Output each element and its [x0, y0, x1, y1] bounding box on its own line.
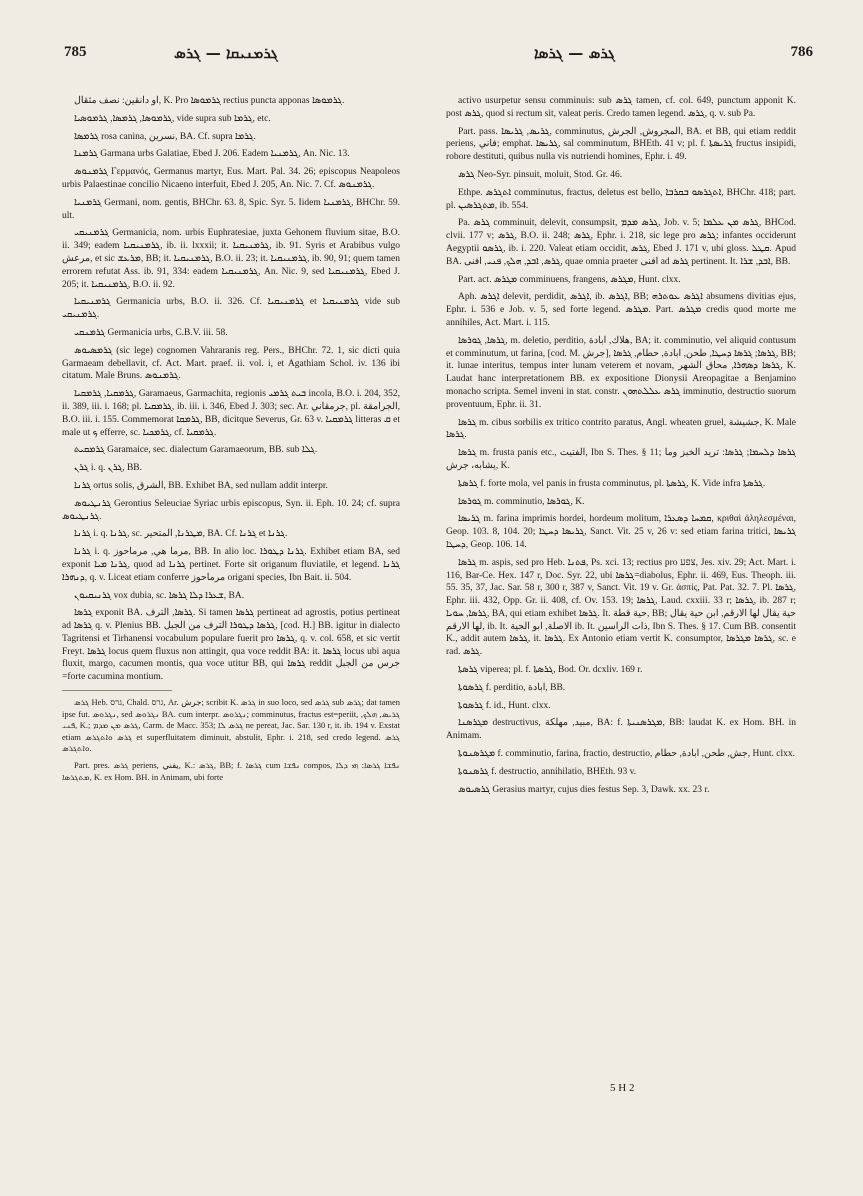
left-entry: ܓܪܢܐ ortus solis, الشرق, BB. Exhibet BA, sed nullam addit interpr.: [74, 480, 328, 491]
left-entry: ܓܪܣܐ exponit BA. ܓܪܣܐ, الترف. Si tamen ܓܪܣܐ pertineat ad agrostis, potius pertineat ad ܓܪܣܐ q. v. Plenius BB. ܓܪܣܐ ܕܛܘܪܐ الترف من الجبل, [cod. H.] BB. igitur in dialecto Tagritensi et Tirhanensi vocabulum populare fuerit pro ܓܪܣܐ, q. v. col. 658, et sic vertit Freyt. ܓܪܣܐ locus quem fluxus non attingit, qua voce reddit BA: it. ܓܪܣܐ locus ubi aqua fluxit, margo, cacumen montis, qua voce utitur BB, qui ܓܪܣܐ reddit جرس من الجبل =forte cacumina montium.: [62, 608, 400, 683]
left-entry: ܓܪܡܢܝܐ Germani, nom. gentis, BHChr. 63. 8, Spic. Syr. 5. Iidem ܓܪܡܢܝܐ, BHChr. 59. ult.: [62, 197, 400, 221]
right-entry: ܓܪܣܐ m. cibus sorbilis ex tritico contrito paratus, Angl. wheaten gruel, جشيشة, K. Male ܓܪܣܐ.: [446, 417, 796, 441]
right-entry: ܓܪܣܢܘܬܐ f. destructio, annihilatio, BHEth. 93 v.: [458, 766, 637, 777]
column-divider: [62, 690, 172, 691]
right-entry: ܓܘܪܣܐ m. comminutio, ܓܘܪܣܐ, K.: [458, 496, 585, 507]
right-entry: ܓܪܣܝܘܣ Gerasius martyr, cujus dies festus Sep. 3, Dawk. xx. 23 r.: [458, 784, 710, 795]
right-entry: ܡܓܪܣܢܐ destructivus, مبيد, مهلكة, BA: f. ܡܓܪܣܢܝܬܐ, BB: laudat K. ex Hom. BH. in Animam.: [446, 718, 796, 742]
left-entry: ܓܪܡܢܝܩܝܐ Germanicia urbs, B.O. ii. 326. Cf. ܓܪܡܢܝܩܝܐ et ܓܪܡܢܝܩܝܐ vide sub ܓܪܡܢܝܩܝ.: [62, 297, 400, 321]
left-entry: ܓܪܡܘܣܐ, ܓܪܡܣܐ, ܓܪܡܘܣܝܐ, vide supra sub ܓܪܡܐ, etc.: [74, 113, 271, 124]
left-page-number: 785: [64, 44, 87, 60]
left-entry: او دانقين: نصف مثقال, K. Pro ܓܪܡܘܣܐ rectius puncta apponas ܓܪܡܘܣܐ.: [74, 96, 345, 106]
page-header: [64, 44, 813, 72]
signature-mark: 5 H 2: [610, 1082, 635, 1094]
right-entry: ܓܪܣܘܬܐ f. id., Hunt. clxx.: [458, 700, 551, 711]
right-entry: ܓܪܣܐ, ܓܘܪܣܐ, m. deletio, perditio, هلاك, ابادة, BA; it. comminutio, vel aliquid contusum et comminutum, ut farina, [cod. M. جرش], ܓܪܣܐ; ܓܪܣܐ ܕܚܛܐ, طحن, ابادة, حطام, ܓܪܣܐ, BB; it. lunae interitus, tempus inter lunam veterem et novam, ܓܪܣܐ ܕܣܗܪܐ, محاق الشهر, K. Laudat hanc interpretationem BB. ex expositione Dionysii Areopagitae a Benjamino monacho scripta. Semel inveni in stat. constr. ܓܪܣ ܥܠܠܬܗܘܢ imminutio, destructio suorum proventuum, Ephr. ii. 31.: [446, 335, 797, 410]
right-running-head: ܓܪܣ — ܓܪܣܐ: [534, 44, 616, 62]
right-entry: Part. pass. ܓܪܝܣ, ܓܪܝܣܐ, comminutus, المجروش, الجرش, BA. et BB, qui etiam reddit periens, فاني; emphat. ܓܪܝܣܐ, sal comminutum, BHEth. 41 v; pl. f. ܓܪܝܣܬܐ fructus insipidi, robore destituti, quibus nulla vis nutriendi homines, Ephr. i. 49.: [446, 126, 796, 163]
right-entry: ܓܪܣܬܐ viperea; pl. f. ܓܪܣܬܐ, Bod. Or. dcxliv. 169 r.: [458, 665, 643, 676]
right-entry: ܓܪܝܣܐ m. farina imprimis hordei, hordeum molitum, ܩܡܚܐ ܕܣܥܪܐ, κριθαὶ ἀληλεσμέναι, Geop. 103. 8, 104. 20; ܓܪܝܣܐ ܕܚܛܐ, Sanct. Vit. 25 v, 26 v: sed etiam farina tritici, ܓܪܝܣܐ ܕܚܛܐ, Geop. 106. 14.: [446, 514, 796, 550]
left-entry: ܓܪܡܢܐ Garmana urbs Galatiae, Ebed J. 206. Eadem ܓܪܡܢܝܐ, An. Nic. 13.: [74, 149, 350, 160]
left-running-head: ܓܪܡܢܝܩܐ — ܓܪܣ: [174, 44, 278, 62]
right-entry: ܓܪܣܬܐ f. forte mola, vel panis in frusta comminutus, pl. ܓܪܣܬܐ, K. Vide infra ܓܪܣܬܐ.: [458, 478, 766, 489]
left-entry: ܓܪܡܩܝܐ, ܓܪܡܩܝܐ, Garamaeus, Garmachita, regionis ܒܝܬ ܓܪܡܝ incola, B.O. i. 204, 352, ii. 389, iii. i. 168; pl. ܓܪܡܩܝܐ, ib. iii. i. 346, Ebed J. 303; sec. Ar. جرمقاني, pl. الجرامقة, B.O. iii. i. 155. Commemorat ܓܪܡܩܐ, BB, dicitque Severus, Gr. 63 v. ܓܪܡܩܝܐ litteras ܩ et male ut ܟ efferre, sc. ܓܪܡܟܝܐ, cf. ܓܪܡܩܝܐ.: [62, 389, 401, 438]
left-entry: ܓܪܡܣܝܘܣ (sic lege) cognomen Vahraranis reg. Pers., BHChr. 72. 1, sic dicti quia Garmaeam debellavit, cf. Act. Mart. praef. ii. vol. i, et Agathiam Schol. iv. 136 ibi citatum. Male Bruns. ܓܪܡܢܘܣ.: [62, 345, 400, 382]
right-entry: ܓܪܣܘܬܐ f. perditio, ابادة, BB.: [458, 682, 566, 693]
right-entry: ܓܪܣܐ m. aspis, sed pro Heb. ܦܬܢܐ, Ps. xci. 13; rectius pro צפע, Jes. xiv. 29; Act. Mart. i. 116, Bar-Ce. Hex. 147 r, Doc. Syr. 22, ubi ܓܪܣܐ=diabolus, Ephr. ii. 469, Eus. Theoph. iii. 55. 35, 37, Jac. Sar. 58 r, 300 r, 387 v, Sanct. Vit. 19 v. Gr. ἀσπίς, Pat. Pat. 32. 7. Pl. ܓܪܣܐ, Ephr. iii. 432, Opp. Gr. ii. 408, cf. Ov. 153. 19; ܓܪܣܐ, Laud. cxxiii. 33 r; ܓܪܣܐ, ib. 287 r; ܓܪܣܐ, ܚܘܝܐ, BA, qui etiam exhibet ܓܪܣܐ. It. حية قطة, BB; حية يقال لها الارقم, ابن حية يقال لها الارقم, ib. It. الاصلة, ابو الحية ib. It. ذات الراسين, Ibn S. Thes. § 17. Cum BB. consentit K., addit autem ܓܪܣܐ, it. ܓܪܣܐ. Ex Antonio etiam vertit K. consumptor, ܓܪܣܐ ܡܓܪܣܐ, sc. e rad. ܓܪܣ.: [446, 557, 797, 658]
right-entry: Ethpe. ܐܬܓܪܣ comminutus, fractus, deletus est bello, ܐܬܓܪܣܘ ܒܩܪܒܐ, BHChr. 418; part. pl. ܡܬܓܪܣܝܢ, ib. 554.: [446, 187, 796, 211]
left-entry: ܓܪܡܩܝܬ Garamaice, sec. dialectum Garamaeorum, BB. sub ܓܠܐ.: [74, 445, 318, 456]
left-column: [62, 95, 400, 788]
left-entry: ܓܪܢܐ i. q. مرما هي, مرماحوز, BB. In alio loc. ܓܪܢܐ ܕܛܘܪܐ. Exhibet etiam BA, sed exponit ܓܪܢܐ ܡܝܐ, quod ad ܓܪܢܐ pertinet. Forte sit origanum fluviatile, et legend. ܓܪܢܐ ܕܢܗܪܐ, q. v. Liceat etiam conferre مرماحوز origani species, Ibn Bait. ii. 504.: [62, 547, 400, 583]
left-entry: ܓܪܢ i. q. ܓܪܢ, BB.: [74, 463, 143, 474]
right-entry: ܓܪܣܐ m. frusta panis etc., الفتيت, Ibn S. Thes. § 11; ܓܪܣܐ ܕܠܚܡܐ; ܓܪܣܐ: تريد الخبز وما يشابه، جرش, K.: [446, 448, 796, 471]
right-column: [446, 95, 796, 801]
right-entry: activo usurpetur sensu comminuis: sub ܓܪܣ tamen, cf. col. 649, punctum apponit K. post ܓܪܣ, quod si rectum sit, valeat peris. Credo tamen legend. ܓܪܣ, q. v. sub Pa.: [446, 96, 796, 119]
right-entry: Aph. ܐܓܪܣ delevit, perdidit, ܐܓܪܣ, ib. ܐܓܪܣ, BB; ܐܓܪܣ ܥܘܬܪܗ absumens divitias ejus, Ephr. i. 536 e Job. v. 5, sed forte legend. ܡܓܪܣ. Part. ܡܓܪܣ credis quod morte me annihiles, Act. Mart. i. 115.: [446, 292, 796, 328]
right-entry: Pa. ܓܪܣ comminuit, delevit, consumpsit, ܓܪܣ ܡܕܡ, Job. v. 5; ܓܪܣ ܡܢ ܥܠܡܐ, BHCod. clvii. 177 v; ܓܪܣ, B.O. ii. 248; ܓܪܣ, Ephr. i. 218, sic lege pro ܓܪܣ; infantes occiderunt Aegyptii ܓܪܣܘ, ib. i. 220. Valeat etiam occidit, ܓܪܣ, Ebed J. 171 v, ubi gloss. ܩܛܠ. Apud BA. ܓܪܣ, ܐܒܕ, ܗܠܟ, ܦܢܝ, افنى, quae omnia praeter افنى ad ܓܪܣ pertinent. It. ܐܒܕ, ܫܪܐ, BB.: [446, 218, 797, 267]
left-entry: ܓܪܡܢܘܣ Γερμανός, Germanus martyr, Eus. Mart. Pal. 34. 26; episcopus Neapoleos urbis Palaestinae concilio Nicaeno interfuit, Ebed J. 205, An. Nic. 7. Cf. ܓܪܡܢܘܣ.: [62, 167, 400, 190]
left-entry: ܓܪܡܣܐ rosa canina, نسرين, BA. Cf. supra ܓܪܡܐ.: [74, 131, 256, 142]
right-entry: ܓܪܣ Neo-Syr. pinsuit, moluit, Stod. Gr. 46.: [458, 169, 623, 180]
left-entry: ܓܪܢܝܩܝܘܢ vox dubia, sc. ܫܥܪܐ ܕܠܐ ܓܪܣܐ, BA.: [74, 590, 245, 601]
right-entry: ܡܓܪܣܢܘܬܐ f. comminutio, farina, fractio, destructio, جش, طحن, ابادة, حطام, Hunt. clxx.: [458, 749, 795, 760]
left-footnote-entry: ܓܪܣ Heb. גרס, Chald. גרס, Ar. جرش; scribit K. ܓܪܣ in suo loco, sed ܓܪܣ sub ܓܪܣ; dat tamen ipse fut. ܢܓܪܘܣ, sed ܢܓܪܘܣ BA. cum interpr. ܢܓܪܘܣ; comminutus, fractus est=periit, ܓܪܝܣ, ܗܠܟ, ܦܢܝ, K.; ܓܪܣ ܡܢ ܡܕܡ, Carm. de Macc. 353; ܓܪܣ ܠܐ ne pereat, Jac. Sar. 130 r, it. ib. 194 v. Exstat etiam ܓܪܣ ܘܐܬܓܪܣ et superfluitatem diminuit, abstulit, Ephr. i. 218, sed credo legend. ܓܪܣ ܘܐܬܓܪܣ.: [62, 697, 400, 754]
right-page-number: 786: [790, 44, 813, 60]
right-entry: Part. act. ܡܓܪܣ comminuens, frangens, ܡܓܪܣ, Hunt. clxx.: [458, 274, 681, 285]
left-footnote-entry: Part. pres. ܓܪܣ periens, يفني, K.: ܓܪܣ, BB; f. ܓܪܣܐ cum ܢܦܫܐ compos, ܢܦܫܐ ܓܪܣܐ: ܗܝ ܕܠܐ ܡܬܓܪܣܐ, K. ex Hom. BH. in Animam, ubi forte: [62, 760, 401, 782]
left-entry: ܓܪܢܛܝܘܣ Gerontius Seleuciae Syriac urbis episcopus, Syn. ii. Eph. 10. 24; cf. supra ܓܪܢܛܝܘܣ.: [62, 498, 400, 522]
left-entry: ܓܪܡܢܝܩܝ Germanicia, nom. urbis Euphratesiae, juxta Gehonem fluvium sitae, B.O. ii. 349; eadem ܓܪܡܢܝܩܝܐ, ib. ii. lxxxii; it. ܓܪܡܢܝܩܝܐ, ib. 91. Syris et Arabibus vulgo مرعش, et sic ܡܪܥܫ, BB; it. ܓܪܡܢܝܩܝܐ, B.O. ii. 23; it. ܓܪܡܢܝܩܝܐ, ib. 90, 91; quem tamen errorem refutat Ass. ib. 91, 334: eadem ܓܪܡܢܝܩܝܐ, An. Nic. 9, sed ܓܪܡܢܝܩܝܐ, Ebed J. 205; it. ܓܪܡܢܝܩܝܐ, B.O. ii. 92.: [62, 228, 401, 290]
left-entry: ܓܪܡܢܩܝ Germanicia urbs, C.B.V. iii. 58.: [74, 327, 228, 338]
left-entry: ܓܪܢܐ i. q. ܓܪܢܐ, sc. ܡܛܪܢܐ, المتحير, BA. Cf. ܓܪܢܐ et ܓܪܢܐ.: [74, 529, 288, 540]
